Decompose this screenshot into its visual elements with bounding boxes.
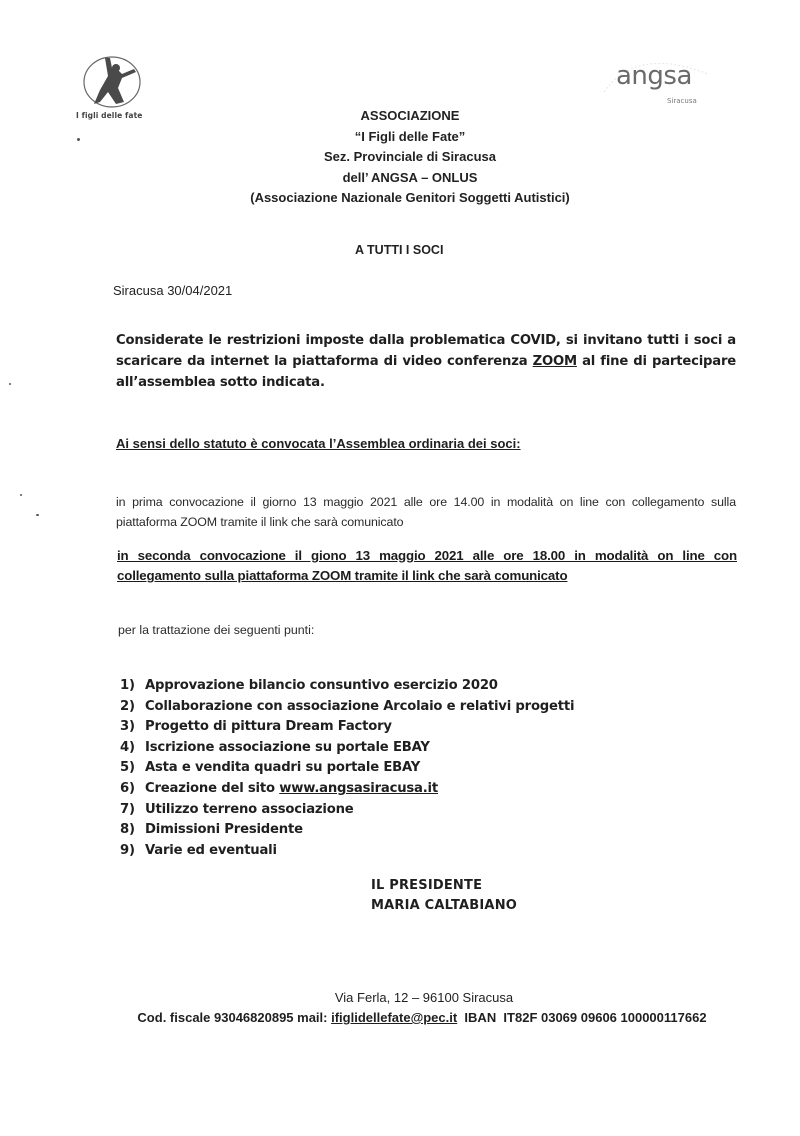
agenda-number: 2) [120, 698, 135, 714]
intro-text-end: al fine di partecipare all’assemblea sotto indicata. [116, 353, 737, 390]
parent-org: dell’ ANGSA – ONLUS [342, 169, 478, 185]
footer [0, 988, 800, 1028]
association-label: ASSOCIAZIONE [360, 108, 460, 123]
agenda-number: 7) [120, 801, 135, 817]
association-name: “I Figli delle Fate” [354, 128, 466, 144]
intro-paragraph [116, 331, 736, 393]
date-line: Siracusa 30/04/2021 [113, 283, 233, 298]
recipient-line: A TUTTI I SOCI [355, 243, 444, 257]
agenda-text: Asta e vendita quadri su portale EBAY [145, 760, 421, 776]
agenda-text: Iscrizione associazione su portale EBAY [145, 739, 430, 755]
section-name: Sez. Provinciale di Siracusa [324, 149, 496, 164]
email-link[interactable]: ifiglidellefate@pec.it [331, 1010, 458, 1025]
angsa-logo-sub: Siracusa [667, 97, 697, 105]
scan-speck [77, 138, 80, 141]
scan-speck [20, 494, 22, 496]
agenda-item [120, 841, 574, 862]
agenda-number: 6) [120, 780, 135, 796]
signature-name: MARIA CALTABIANO [371, 898, 518, 913]
intro-text: Considerate le restrizioni imposte dalla problematica COVID, si invitano tutti i soci a scaricare da internet la piattaforma di video conferenza [116, 333, 736, 369]
agenda-text: Progetto di pittura Dream Factory [145, 719, 392, 735]
angsa-logo-word: angsa [616, 61, 692, 91]
agenda-text: Collaborazione con associazione Arcolaio e relativi progetti [145, 698, 575, 714]
agenda-text: Creazione del sito [145, 780, 280, 796]
signature-role: IL PRESIDENTE [371, 878, 483, 893]
agenda-text: Varie ed eventuali [145, 842, 277, 858]
iban: IBAN IT82F 03069 09606 100000117662 [457, 1010, 707, 1025]
agenda-number: 4) [120, 739, 135, 755]
agenda-item [120, 779, 574, 800]
agenda-text: Dimissioni Presidente [145, 822, 303, 838]
logo-caption: I figli delle fate [76, 111, 143, 120]
agenda-number: 1) [120, 678, 135, 693]
agenda-item [120, 800, 574, 821]
agenda-text: Utilizzo terreno associazione [145, 801, 354, 817]
footer-details [22, 1008, 800, 1028]
agenda-list [120, 676, 574, 861]
agenda-item [120, 758, 574, 779]
parent-org-full: (Associazione Nazionale Genitori Soggetti Autistici) [250, 190, 570, 205]
zoom-highlight: ZOOM [532, 353, 577, 369]
scan-speck [9, 383, 11, 385]
agenda-item [120, 717, 574, 738]
agenda-number: 9) [120, 842, 135, 858]
letterhead [200, 106, 620, 209]
scan-speck [36, 514, 39, 516]
agenda-item [120, 820, 574, 841]
agenda-item [120, 738, 574, 759]
agenda-item [120, 676, 574, 697]
agenda-number: 8) [120, 822, 135, 838]
agenda-item [120, 697, 574, 718]
signature-block [371, 876, 517, 916]
agenda-number: 3) [120, 719, 135, 735]
agenda-intro: per la trattazione dei seguenti punti: [118, 623, 315, 637]
agenda-number: 5) [120, 760, 135, 776]
website-link[interactable]: www.angsasiracusa.it [279, 780, 438, 796]
agenda-text: Approvazione bilancio consuntivo esercizio 2020 [145, 678, 498, 693]
footer-address: Via Ferla, 12 – 96100 Siracusa [334, 990, 514, 1005]
fiscal-code: Cod. fiscale 93046820895 mail: [137, 1010, 332, 1025]
convocation-title: Ai sensi dello statuto è convocata l’Assemblea ordinaria dei soci: [116, 436, 521, 451]
first-call-paragraph: in prima convocazione il giorno 13 maggio 2021 alle ore 14.00 in modalità on line con collegamento sulla piattaforma ZOOM tramite il link che sarà comunicato [116, 495, 736, 529]
second-call-paragraph: in seconda convocazione il giono 13 maggio 2021 alle ore 18.00 in modalità on line con collegamento sulla piattaforma ZOOM tramite il link che sarà comunicato [117, 548, 737, 583]
